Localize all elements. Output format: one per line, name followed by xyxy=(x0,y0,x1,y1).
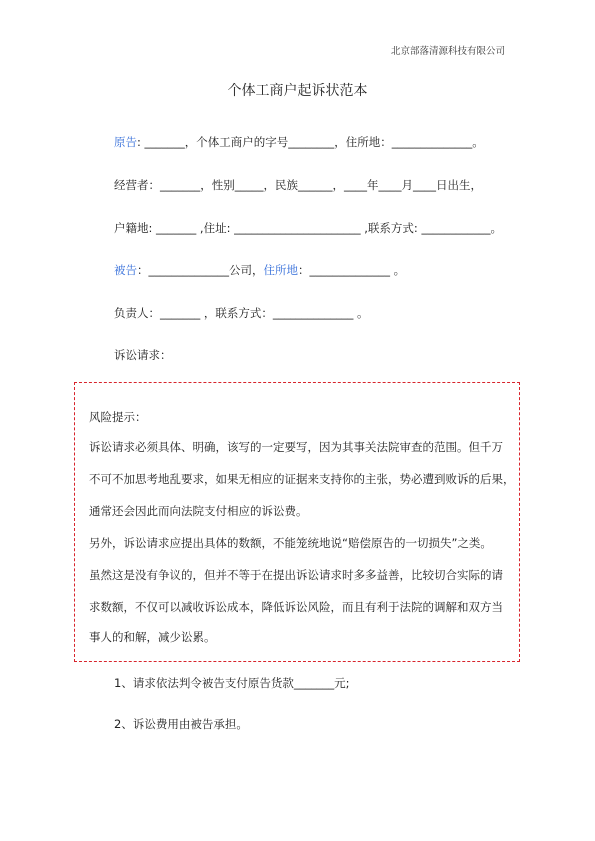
risk-tip-box xyxy=(74,382,520,662)
plaintiff-line-3-text: 户籍地: _______ ,住址: ______________________ ,联系方式: ____________。 xyxy=(114,221,502,235)
risk-tip-line: 事人的和解，减少讼累。 xyxy=(89,630,216,644)
risk-tip-line: 求数额，不仅可以减收诉讼成本，降低诉讼风险，而且有利于法院的调解和双方当 xyxy=(89,600,503,614)
risk-tip-line: 另外，诉讼请求应提出具体的数额，不能笼统地说“赔偿原告的一切损失”之类。 xyxy=(89,536,492,550)
plaintiff-line-1 xyxy=(114,134,484,150)
defendant-text-b: ：______________ 。 xyxy=(298,263,406,277)
responsible-line-text: 负责人：_______ ，联系方式：______________ 。 xyxy=(114,306,369,320)
risk-tip-line: 不可不加思考地乱要求，如果无相应的证据来支持你的主张，势必遭到败诉的后果， xyxy=(89,472,515,486)
plaintiff-line-2 xyxy=(114,177,482,193)
defendant-address-label: 住所地 xyxy=(263,263,298,277)
document-title: 个体工商户起诉状范本 xyxy=(227,83,368,99)
risk-tip-line: 通常还会因此而向法院支付相应的诉讼费。 xyxy=(89,504,308,518)
claims-heading-text: 诉讼请求： xyxy=(114,348,172,362)
plaintiff-label: 原告 xyxy=(114,135,137,149)
risk-tip-title: 风险提示： xyxy=(89,410,147,424)
request-item-1: 1、请求依法判令被告支付原告货款_______元; xyxy=(114,676,350,690)
defendant-label: 被告 xyxy=(114,263,137,277)
responsible-line xyxy=(114,305,369,321)
risk-tip-line: 虽然这是没有争议的，但并不等于在提出诉讼请求时多多益善，比较切合实际的请 xyxy=(89,568,503,582)
company-name: 北京部落清源科技有限公司 xyxy=(390,46,505,57)
defendant-text-a: ：______________公司， xyxy=(137,263,264,277)
plaintiff-line-1-text: : _______，个体工商户的字号________，住所地：______________。 xyxy=(137,135,484,149)
risk-tip-line: 诉讼请求必须具体、明确，该写的一定要写，因为其事关法院审查的范围。但千万 xyxy=(89,440,503,454)
plaintiff-line-2-text: 经营者：_______，性别_____，民族______，____年____月____日出生， xyxy=(114,178,482,192)
defendant-line xyxy=(114,262,405,278)
request-item-2: 2、诉讼费用由被告承担。 xyxy=(114,717,248,731)
claims-heading xyxy=(114,347,172,363)
plaintiff-line-3 xyxy=(114,220,502,236)
